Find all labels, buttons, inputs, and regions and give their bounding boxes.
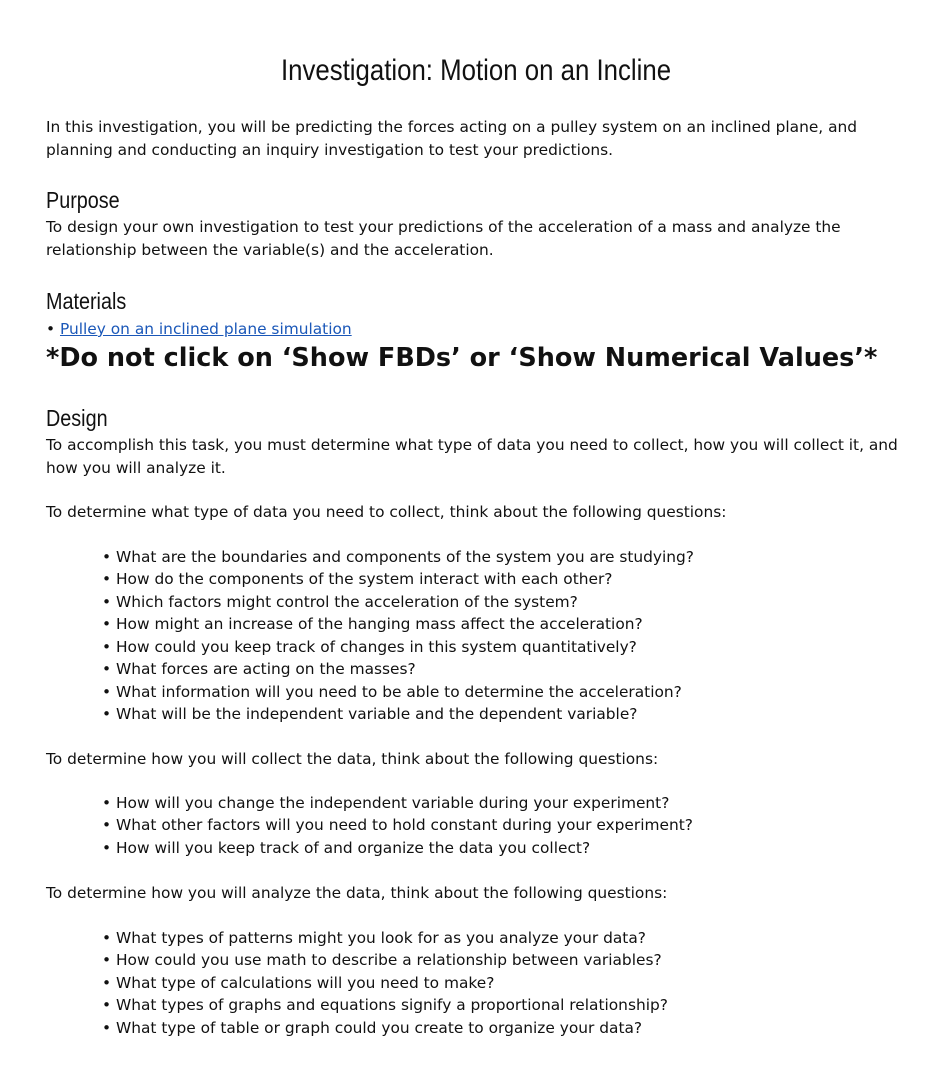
design-heading: Design: [46, 405, 108, 431]
design-intro: To accomplish this task, you must determine what type of data you need to collect, how you will collect it, and how you will analyze it.: [46, 436, 898, 477]
document-title: Investigation: Motion on an Incline: [280, 54, 672, 87]
simulation-link[interactable]: Pulley on an inclined plane simulation: [59, 320, 352, 338]
question-item: • What forces are acting on the masses?: [102, 658, 694, 680]
question-item: • How will you change the independent variable during your experiment?: [102, 792, 693, 814]
warning-note: *Do not click on ‘Show FBDs’ or ‘Show Numerical Values’*: [46, 343, 878, 373]
question-item: • What types of graphs and equations signify a proportional relationship?: [102, 994, 668, 1016]
question-item: • What type of table or graph could you create to organize your data?: [102, 1017, 668, 1039]
question-list-analyze: [102, 927, 668, 1039]
question-item: • What are the boundaries and components of the system you are studying?: [102, 546, 694, 568]
bullet-marker: •: [46, 320, 56, 338]
question-list-collect: [102, 792, 693, 859]
question-item: • How could you keep track of changes in this system quantitatively?: [102, 636, 694, 658]
question-item: • Which factors might control the acceleration of the system?: [102, 591, 694, 613]
purpose-heading: Purpose: [46, 187, 120, 213]
question-list-data-type: [102, 546, 694, 726]
question-item: • How will you keep track of and organize the data you collect?: [102, 837, 693, 859]
question-item: • What will be the independent variable and the dependent variable?: [102, 703, 694, 725]
section-lead-analyze: To determine how you will analyze the data, think about the following questions:: [46, 884, 668, 902]
materials-heading: Materials: [46, 288, 127, 314]
question-item: • What type of calculations will you need to make?: [102, 972, 668, 994]
section-lead-collect: To determine how you will collect the data, think about the following questions:: [46, 750, 659, 768]
section-lead-data-type: To determine what type of data you need to collect, think about the following questions:: [46, 503, 727, 521]
question-item: • How could you use math to describe a relationship between variables?: [102, 949, 668, 971]
purpose-text: To design your own investigation to test your predictions of the acceleration of a mass and analyze the relationship between the variable(s) and the acceleration.: [46, 218, 841, 259]
intro-paragraph: In this investigation, you will be predicting the forces acting on a pulley system on an inclined plane, and planning and conducting an inquiry investigation to test your predictions.: [46, 118, 858, 159]
question-item: • How do the components of the system interact with each other?: [102, 568, 694, 590]
question-item: • What other factors will you need to hold constant during your experiment?: [102, 814, 693, 836]
question-item: • How might an increase of the hanging mass affect the acceleration?: [102, 613, 694, 635]
question-item: • What types of patterns might you look for as you analyze your data?: [102, 927, 668, 949]
materials-item: [46, 318, 352, 340]
question-item: • What information will you need to be able to determine the acceleration?: [102, 681, 694, 703]
